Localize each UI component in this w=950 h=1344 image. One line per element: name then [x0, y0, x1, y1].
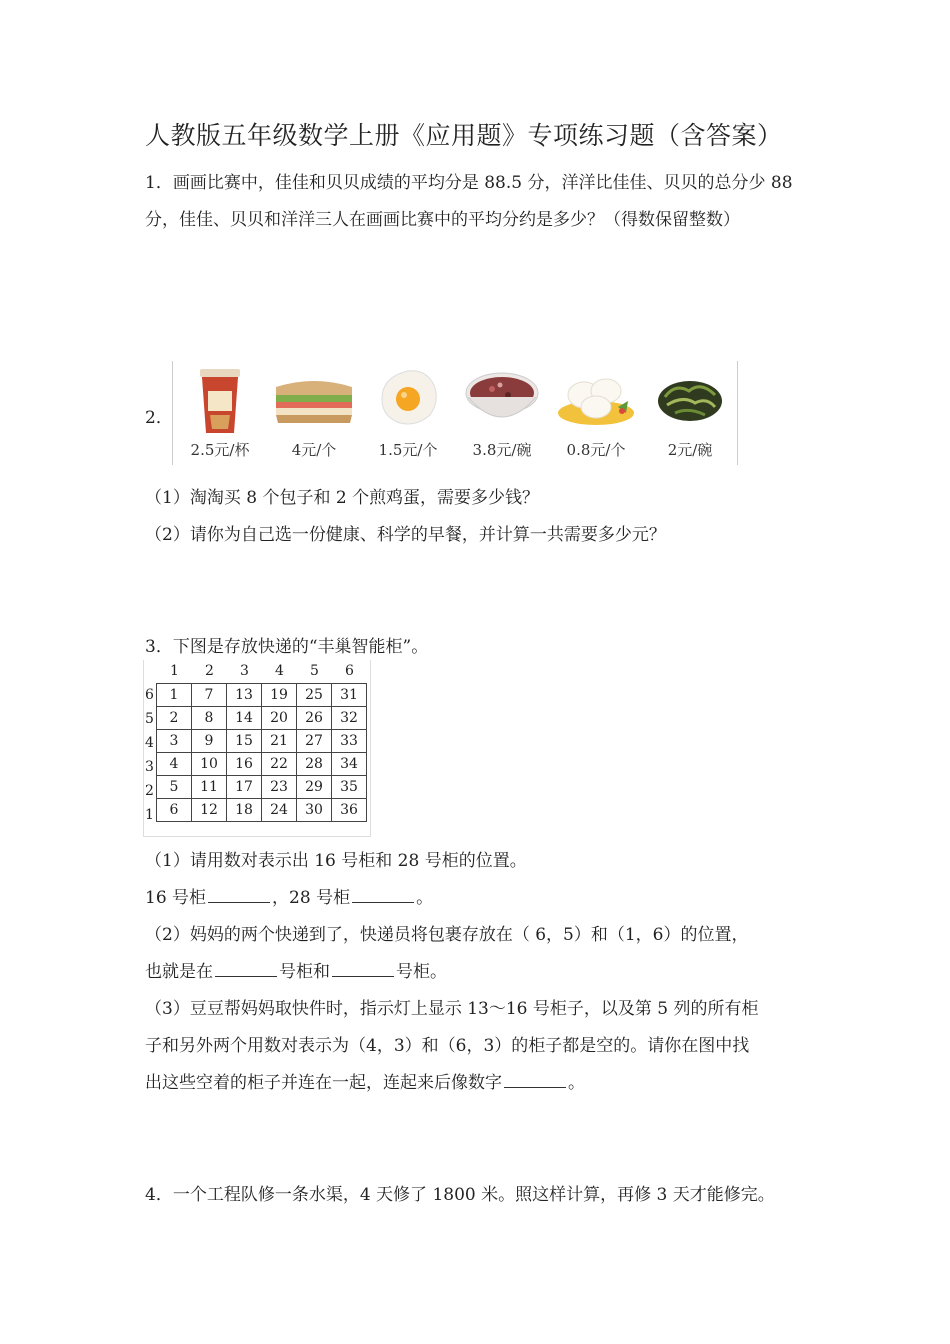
- locker-cell: 25: [297, 684, 332, 707]
- locker-cell: 19: [262, 684, 297, 707]
- locker-cell: 31: [332, 684, 367, 707]
- fried-egg-icon: [376, 367, 440, 429]
- food-price: 3.8元/碗: [472, 441, 532, 459]
- locker-cell: 24: [262, 799, 297, 822]
- locker-cell: 33: [332, 730, 367, 753]
- question-2-number: 2．: [145, 408, 173, 428]
- porridge-icon: [462, 367, 542, 433]
- locker-cell: 22: [262, 753, 297, 776]
- answer-blank[interactable]: [208, 888, 270, 903]
- row-header: 6: [145, 687, 154, 703]
- row-header: 2: [145, 783, 154, 799]
- locker-cell: 12: [192, 799, 227, 822]
- locker-cell: 4: [157, 753, 192, 776]
- answer-blank[interactable]: [332, 962, 394, 977]
- column-header: 5: [310, 663, 319, 679]
- food-item-milk-tea: [173, 361, 267, 465]
- answer-middle: ，28 号柜: [272, 888, 351, 908]
- question-3-sub-3-answer: [145, 1068, 585, 1093]
- locker-cell: 27: [297, 730, 332, 753]
- table-row: [157, 707, 367, 730]
- locker-cell: 16: [227, 753, 262, 776]
- column-header: 4: [275, 663, 284, 679]
- question-3-sub-1: （1）请用数对表示出 16 号柜和 28 号柜的位置。: [145, 851, 527, 871]
- food-item-fried-egg: [361, 361, 455, 465]
- question-3-intro: 3．下图是存放快递的“丰巢智能柜”。: [145, 637, 429, 657]
- answer-suffix: 号柜。: [396, 962, 447, 982]
- locker-cell: 18: [227, 799, 262, 822]
- food-price: 4元/个: [291, 441, 337, 459]
- steamed-bun-icon: [556, 367, 636, 429]
- row-header: 4: [145, 735, 154, 751]
- locker-cell: 26: [297, 707, 332, 730]
- answer-blank[interactable]: [352, 888, 414, 903]
- row-header: 3: [145, 759, 154, 775]
- locker-cell: 32: [332, 707, 367, 730]
- food-price: 1.5元/个: [378, 441, 438, 459]
- column-header: 6: [345, 663, 354, 679]
- question-3-sub-1-answer: [145, 883, 433, 908]
- answer-prefix: 16 号柜: [145, 888, 207, 908]
- food-item-porridge: [455, 361, 549, 465]
- locker-cell: 14: [227, 707, 262, 730]
- locker-table: [156, 683, 367, 822]
- table-row: [157, 799, 367, 822]
- locker-cell: 23: [262, 776, 297, 799]
- locker-cell: 21: [262, 730, 297, 753]
- food-item-sandwich: [267, 361, 361, 465]
- row-header: 5: [145, 711, 154, 727]
- answer-middle: 号柜和: [279, 962, 330, 982]
- breakfast-menu: [172, 361, 738, 465]
- column-header: 3: [240, 663, 249, 679]
- question-3-sub-3-line-1: （3）豆豆帮妈妈取快件时，指示灯上显示 13～16 号柜子，以及第 5 列的所有柜: [145, 999, 759, 1019]
- row-header: 1: [145, 807, 154, 823]
- milk-tea-icon: [196, 367, 244, 437]
- locker-cell: 36: [332, 799, 367, 822]
- question-2-sub-1: （1）淘淘买 8 个包子和 2 个煎鸡蛋，需要多少钱？: [145, 488, 540, 508]
- answer-suffix: 。: [568, 1073, 585, 1093]
- sandwich-icon: [272, 373, 356, 429]
- locker-cell: 34: [332, 753, 367, 776]
- answer-blank[interactable]: [504, 1073, 566, 1088]
- question-4: 4．一个工程队修一条水渠，4 天修了 1800 米。照这样计算，再修 3 天才能修完。: [145, 1185, 775, 1205]
- food-item-vegetables: [643, 361, 737, 465]
- locker-cell: 2: [157, 707, 192, 730]
- locker-cell: 5: [157, 776, 192, 799]
- table-row: [157, 753, 367, 776]
- question-3-sub-3-line-2: 子和另外两个用数对表示为（4，3）和（6，3）的柜子都是空的。请你在图中找: [145, 1036, 750, 1056]
- locker-grid-figure: [143, 660, 371, 837]
- answer-prefix: 出这些空着的柜子并连在一起，连起来后像数字: [145, 1073, 502, 1093]
- answer-suffix: 。: [416, 888, 434, 908]
- locker-cell: 1: [157, 684, 192, 707]
- food-item-steamed-bun: [549, 361, 643, 465]
- answer-blank[interactable]: [215, 962, 277, 977]
- locker-cell: 11: [192, 776, 227, 799]
- question-3-sub-2: （2）妈妈的两个快递到了，快递员将包裹存放在（ 6，5）和（1，6）的位置，: [145, 925, 749, 945]
- locker-cell: 10: [192, 753, 227, 776]
- food-price: 0.8元/个: [566, 441, 626, 459]
- page-title: 人教版五年级数学上册《应用题》专项练习题（含答案）: [145, 121, 783, 150]
- locker-cell: 7: [192, 684, 227, 707]
- locker-cell: 35: [332, 776, 367, 799]
- answer-prefix: 也就是在: [145, 962, 213, 982]
- column-header: 1: [170, 663, 179, 679]
- locker-cell: 30: [297, 799, 332, 822]
- table-row: [157, 684, 367, 707]
- locker-cell: 8: [192, 707, 227, 730]
- table-row: [157, 776, 367, 799]
- food-price: 2元/碗: [667, 441, 713, 459]
- locker-cell: 20: [262, 707, 297, 730]
- locker-cell: 17: [227, 776, 262, 799]
- locker-cell: 29: [297, 776, 332, 799]
- locker-cell: 9: [192, 730, 227, 753]
- vegetables-icon: [655, 373, 725, 429]
- question-3-sub-2-answer: [145, 957, 447, 982]
- locker-cell: 3: [157, 730, 192, 753]
- locker-cell: 13: [227, 684, 262, 707]
- locker-cell: 28: [297, 753, 332, 776]
- table-row: [157, 730, 367, 753]
- column-header: 2: [205, 663, 214, 679]
- locker-cell: 15: [227, 730, 262, 753]
- food-price: 2.5元/杯: [190, 441, 250, 459]
- question-2-sub-2: （2）请你为自己选一份健康、科学的早餐，并计算一共需要多少元？: [145, 525, 666, 545]
- question-1: 1．画画比赛中，佳佳和贝贝成绩的平均分是 88.5 分，洋洋比佳佳、贝贝的总分少 88 分，佳佳、贝贝和洋洋三人在画画比赛中的平均分约是多少？（得数保留整数）: [145, 173, 793, 230]
- locker-cell: 6: [157, 799, 192, 822]
